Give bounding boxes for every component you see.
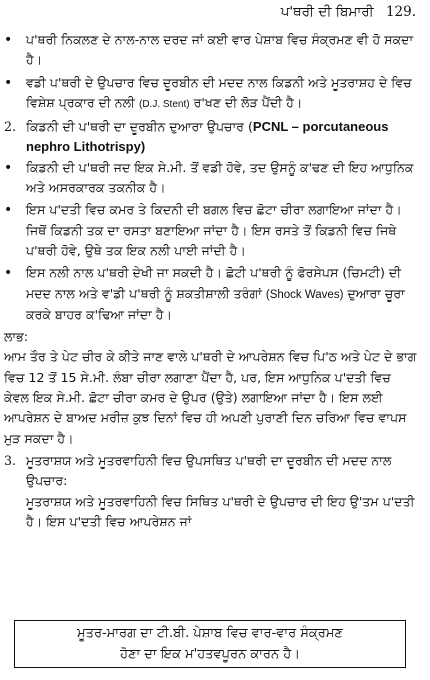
benefit-paragraph: ਆਮ ਤੌਰ ਤੇ ਪੇਟ ਚੀਰ ਕੇ ਕੀਤੇ ਜਾਣ ਵਾਲੇ ਪ'ਥਰੀ ਦੇ ਆਪਰੇਸ਼ਨ ਵਿਚ ਪਿ'ਠ ਅਤੇ ਪੇਟ ਦੇ ਭਾਗ ਵਿਚ 12 ਤੋਂ 15 ਸੇ.ਮੀ. ਲੰਬਾ ਚੀਰਾ ਲਗਾਣਾ ਪੈਂਦਾ ਹੈ, ਪਰ, ਇਸ ਆਧੁਨਿਕ ਪ'ਦਤੀ ਵਿਚ ਕੇਵਲ ਇਕ ਸੇ.ਮੀ. ਛੋਟਾ ਚੀਰਾ ਕਮਰ ਦੇ ਉਪਰ (ਉਤੇ) ਲਗਾਇਆ ਜਾਂਦਾ ਹੈ। ਇਸ ਲਈ ਆਪਰੇਸ਼ਨ ਦੇ ਬਾਅਦ ਮਰੀਜ਼ ਕੁਝ ਦਿਨਾਂ ਵਿਚ ਹੀ ਅਪਣੀ ਪੁਰਾਣੀ ਦਿਨ ਚਰਿਆ ਵਿਚ ਵਾਪਸ ਮੁੜ ਸਕਦਾ ਹੈ। <box>4 349 417 446</box>
note-line-2: ਹੋਣਾ ਦਾ ਇਕ ਮ'ਹਤਵਪੂਰਨ ਕਾਰਨ ਹੈ। <box>120 647 300 662</box>
heading-punjabi: ਕਿਡਨੀ ਦੀ ਪ'ਥਰੀ ਦਾ ਦੂਰਬੀਨ ਦੁਆਰਾ ਉਪਚਾਰ ( <box>26 119 253 135</box>
bullet-text-block <box>26 263 418 325</box>
section-number: 3. <box>4 452 17 468</box>
bullet-marker: • <box>4 74 13 91</box>
section-paragraph <box>4 492 418 533</box>
section-heading <box>4 117 418 158</box>
bullet-marker: • <box>4 265 13 282</box>
main-text <box>4 30 418 532</box>
bullet-text: ਪ'ਥਰੀ ਨਿਕਲਣ ਦੇ ਨਾਲ-ਨਾਲ ਦਰਦ ਜਾਂ ਕਈ ਵਾਰ ਪੇਸ਼ਾਬ ਵਿਚ ਸੰਕ੍ਰਮਣ ਵੀ ਹੋ ਸਕਦਾ ਹੈ। <box>26 32 414 68</box>
section-heading-text: ਮੂਤਰਾਸ਼ਯ ਅਤੇ ਮੂਤਰਵਾਹਿਨੀ ਵਿਚ ਉਪਸਥਿਤ ਪ'ਥਰੀ ਦਾ ਦੂਰਬੀਨ ਦੀ ਮਦਦ ਨਾਲ ਉਪਚਾਰ: <box>26 452 392 489</box>
bullet-text-tail: ਰ'ਖਣ ਦੀ ਲੋੜ ਪੈਂਦੀ ਹੈ। <box>193 94 303 110</box>
running-header <box>281 4 416 20</box>
chapter-title: ਪ'ਥਰੀ ਦੀ ਬਿਮਾਰੀ <box>280 4 374 20</box>
section-heading <box>4 451 418 492</box>
bullet-text-tail: ਦੁਆਰਾ ਚੂਰਾ ਕਰਕੇ ਬਾਹਰ ਕ'ਢਿਆ ਜਾਂਦਾ ਹੈ। <box>26 285 405 322</box>
bullet-text: ਇਸ ਨਲੀ ਨਾਲ ਪ'ਥਰੀ ਦੇਖੀ ਜਾ ਸਕਦੀ ਹੈ। ਛੋਟੀ ਪ'ਥਰੀ ਨੂੰ ਫੋਰਸੇਪਸ (ਚਿਮਟੀ) ਦੀ ਮਦਦ ਨਾਲ ਅਤੇ ਵ'ਡੀ ਪ'ਥਰੀ ਨੂੰ ਸ਼ਕਤੀਸ਼ਾਲੀ ਤਰੰਗਾਂ <box>26 265 402 301</box>
shock-waves-term: (Shock Waves) <box>265 288 344 301</box>
section-text: ਮੂਤਰਾਸ਼ਯ ਅਤੇ ਮੂਤਰਵਾਹਿਨੀ ਵਿਚ ਸਿਥਿਤ ਪ'ਥਰੀ ਦੇ ਉਪਚਾਰ ਦੀ ਇਹ ਉ'ਤਮ ਪ'ਦਤੀ ਹੈ। ਇਸ ਪ'ਦਤੀ ਵਿਚ ਆਪਰੇਸ਼ਨ ਜਾਂ <box>26 493 415 529</box>
bullet-text: ਵਡੀ ਪ'ਥਰੀ ਦੇ ਉਪਚਾਰ ਵਿਚ ਦੂਰਬੀਨ ਦੀ ਮਦਦ ਨਾਲ ਕਿਡਨੀ ਅਤੇ ਮੂਤਰਾਸ਼ਹ ਦੇ ਵਿਚ ਵਿਸ਼ੇਸ਼ ਪ੍ਰਕਾਰ ਦੀ ਨਲੀ <box>26 74 412 110</box>
list-item <box>4 30 418 71</box>
list-item <box>4 200 418 261</box>
stent-term: (D.J. Stent) <box>138 98 190 110</box>
note-box <box>14 620 406 668</box>
benefit-label: ਲਾਭ: <box>4 329 29 345</box>
note-line-1: ਮੂਤਰ-ਮਾਰਗ ਦਾ ਟੀ.ਬੀ. ਪੇਸ਼ਾਬ ਵਿਚ ਵਾਰ-ਵਾਰ ਸੰਕ੍ਰਮਣ <box>77 626 343 641</box>
bullet-text-block <box>26 73 418 116</box>
bullet-text: ਕਿਡਨੀ ਦੀ ਪ'ਥਰੀ ਜਦ ਇਕ ਸੇ.ਮੀ. ਤੋਂ ਵਡੀ ਹੋਵੇ, ਤਦ ਉਸਨੂੰ ਕ'ਢਣ ਦੀ ਇਹ ਆਧੁਨਿਕ ਅਤੇ ਅਸਰਕਾਰਕ ਤਕਨੀਕ ਹੈ। <box>26 159 414 196</box>
list-item <box>4 73 418 116</box>
list-item <box>4 158 418 199</box>
bullet-text: ਇਸ ਪ'ਦਤੀ ਵਿਚ ਕਮਰ ਤੇ ਕਿਦਨੀ ਦੀ ਬਗਲ ਵਿਚ ਛੋਟਾ ਚੀਰਾ ਲਗਾਇਆ ਜਾਂਦਾ ਹੈ। ਜਿਥੋਂ ਕਿਡਨੀ ਤਕ ਦਾ ਰਸਤਾ ਬਣਾਇਆ ਜਾਂਦਾ ਹੈ। ਇਸ ਰਸਤੇ ਤੋਂ ਕਿਡਨੀ ਵਿਚ ਜਿਥੇ ਪ'ਥਰੀ ਹੋਵੇ, ਉਥੇ ਤਕ ਇਕ ਨਲੀ ਪਾਈ ਜਾਂਦੀ ਹੈ। <box>26 202 402 258</box>
bullet-marker: • <box>4 159 13 176</box>
section-heading-text <box>26 117 418 158</box>
bullet-marker: • <box>4 32 13 48</box>
page-number: 129. <box>385 4 416 20</box>
bullet-marker: • <box>4 202 13 219</box>
list-item <box>4 263 418 325</box>
heading-english: PCNL – porcutaneous nephro Lithotrispy) <box>26 119 389 155</box>
section-number: 2. <box>4 119 17 135</box>
